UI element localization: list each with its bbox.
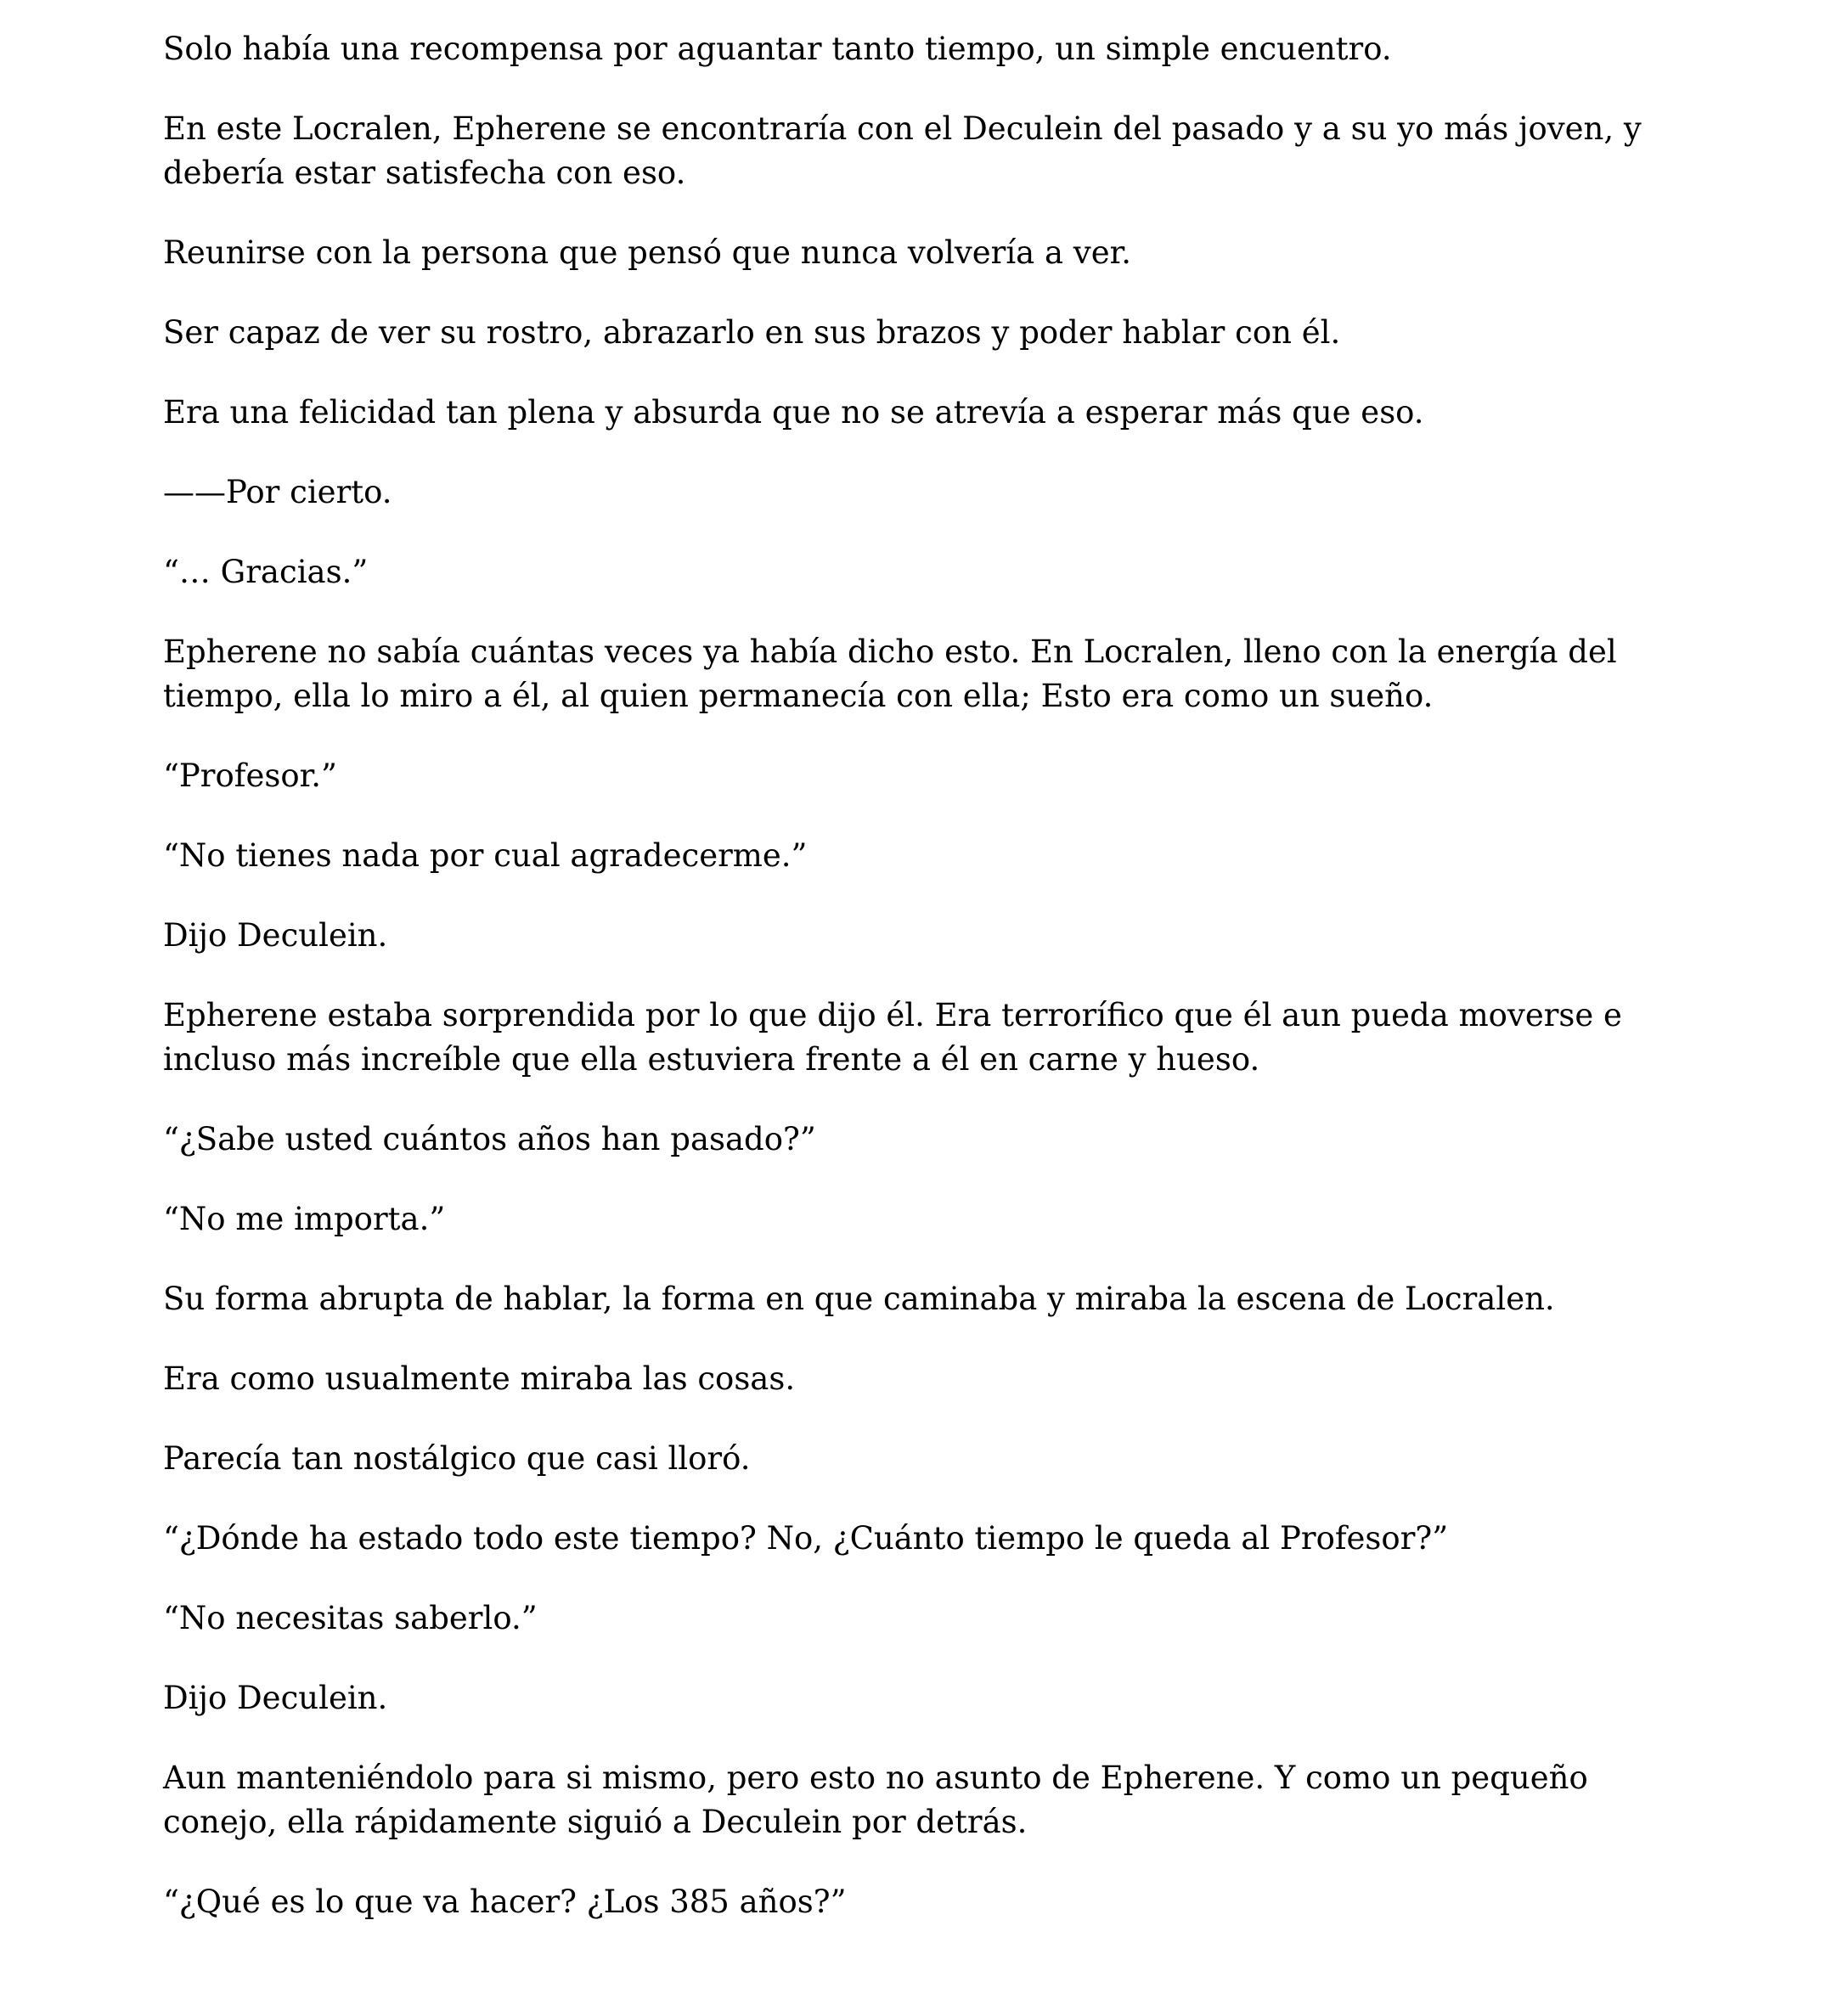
paragraph: “¿Sabe usted cuántos años han pasado?” — [163, 1121, 816, 1157]
paragraph: Dijo Deculein. — [163, 917, 388, 954]
paragraph: “Profesor.” — [163, 757, 337, 794]
paragraph: “No tienes nada por cual agradecerme.” — [163, 837, 808, 874]
paragraph: Epherene no sabía cuántas veces ya había dicho esto. En Locralen, lleno con la energía del tiempo, ella lo miro a él, al quien permanecía con ella; Esto era como un sueño. — [163, 633, 1617, 714]
paragraph: “¿Qué es lo que va hacer? ¿Los 385 años?” — [163, 1884, 847, 1920]
paragraph: Reunirse con la persona que pensó que nunca volvería a ver. — [163, 234, 1131, 271]
paragraph: “… Gracias.” — [163, 554, 369, 590]
paragraph: Parecía tan nostálgico que casi lloró. — [163, 1440, 751, 1477]
paragraph: Epherene estaba sorprendida por lo que dijo él. Era terrorífico que él aun pueda moverse e incluso más increíble que ella estuviera frente a él en carne y hueso. — [163, 997, 1622, 1078]
paragraph: “No me importa.” — [163, 1201, 446, 1237]
paragraph: Era una felicidad tan plena y absurda que no se atrevía a esperar más que eso. — [163, 394, 1424, 431]
paragraph: En este Locralen, Epherene se encontraría con el Deculein del pasado y a su yo más joven, y debería estar satisfecha con eso. — [163, 110, 1642, 191]
paragraph: ——Por cierto. — [163, 474, 392, 510]
document-body — [163, 27, 1709, 1960]
paragraph: Solo había una recompensa por aguantar tanto tiempo, un simple encuentro. — [163, 31, 1392, 67]
paragraph: Aun manteniéndolo para si mismo, pero esto no asunto de Epherene. Y como un pequeño conejo, ella rápidamente siguió a Deculein por detrás. — [163, 1760, 1588, 1840]
paragraph: Era como usualmente miraba las cosas. — [163, 1360, 796, 1397]
paragraph: Ser capaz de ver su rostro, abrazarlo en sus brazos y poder hablar con él. — [163, 314, 1341, 351]
paragraph: Su forma abrupta de hablar, la forma en que caminaba y miraba la escena de Locralen. — [163, 1281, 1555, 1317]
paragraph: “No necesitas saberlo.” — [163, 1600, 538, 1636]
paragraph: “¿Dónde ha estado todo este tiempo? No, ¿Cuánto tiempo le queda al Profesor?” — [163, 1520, 1449, 1557]
paragraph: Dijo Deculein. — [163, 1680, 388, 1716]
